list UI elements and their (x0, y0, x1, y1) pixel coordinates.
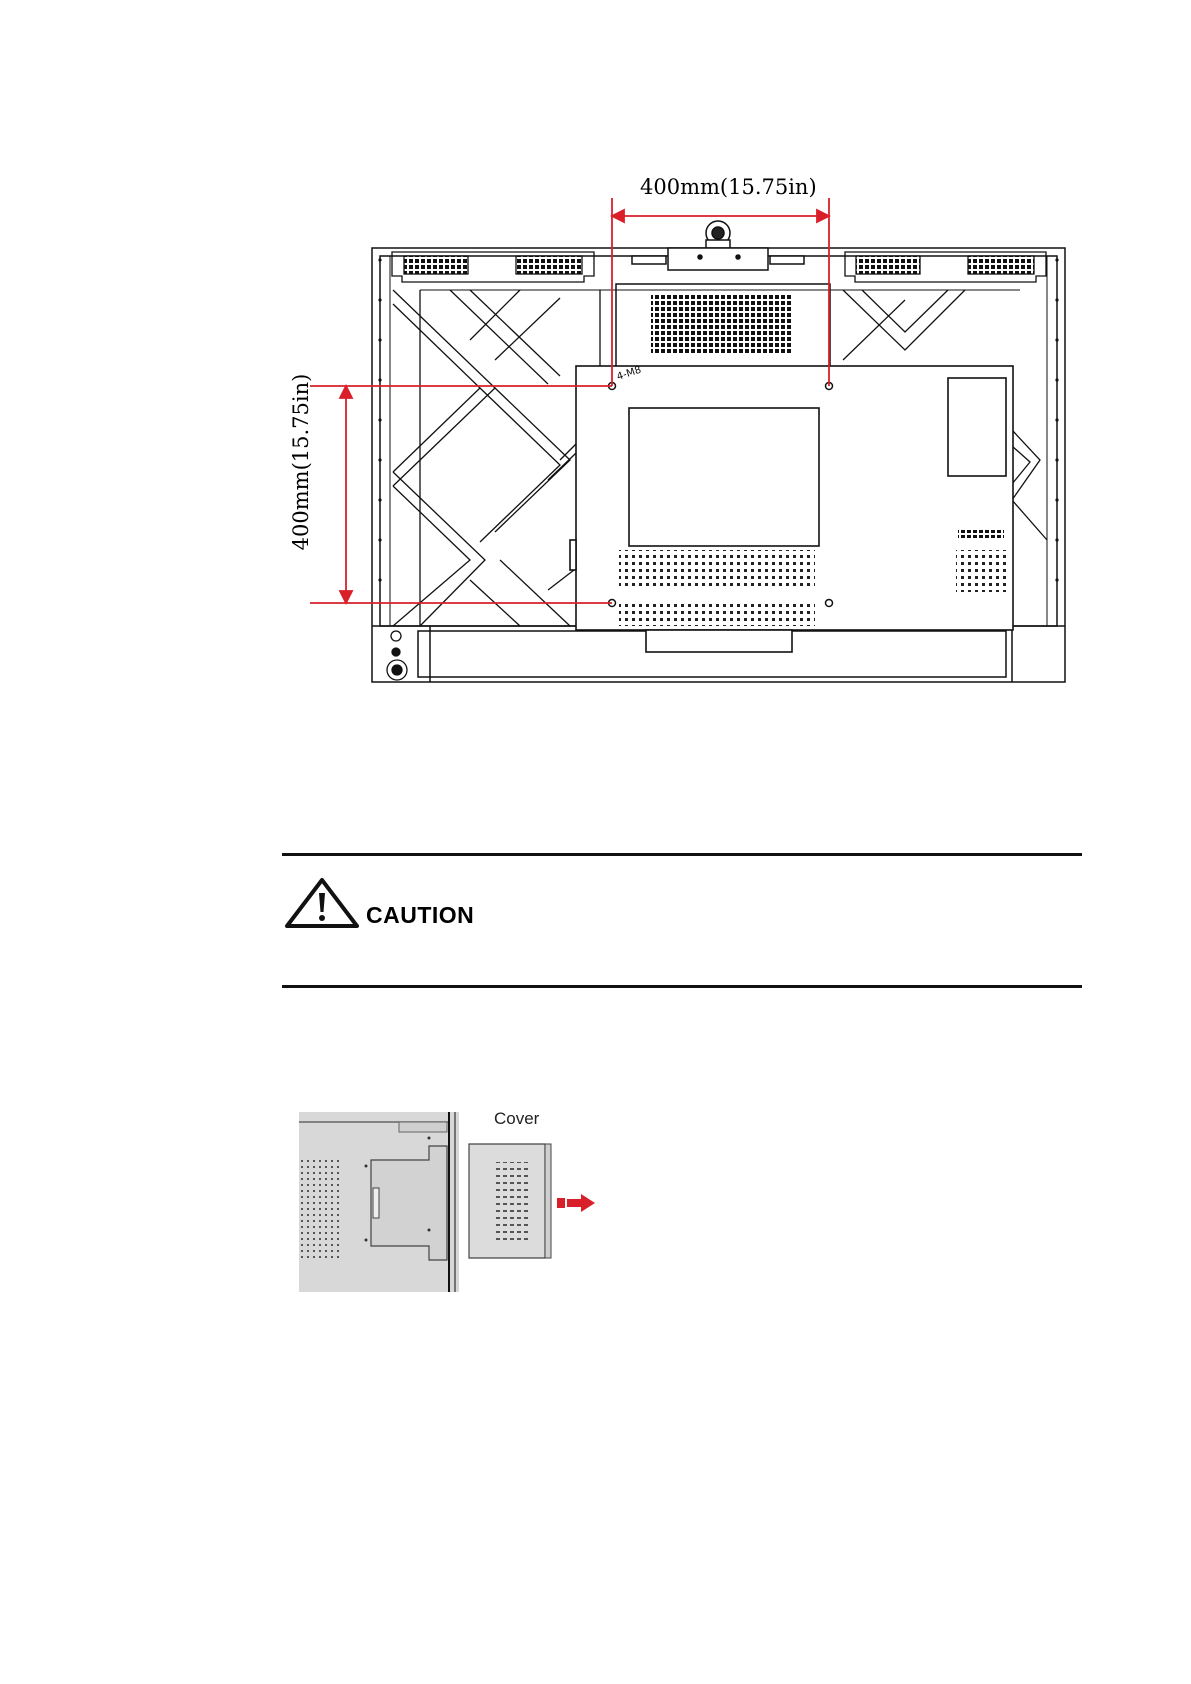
cover-label: Cover (494, 1109, 540, 1128)
screw-spec-label: 4-M8 (615, 364, 643, 383)
main-back-panel (570, 366, 1013, 652)
horizontal-dimension-label: 400mm(15.75in) (640, 175, 817, 199)
caution-heading (284, 877, 474, 929)
cover-removal-figure (299, 1110, 599, 1295)
vesa-mounting-diagram (0, 0, 1191, 720)
upper-vent-box (616, 284, 830, 370)
camera-icon (632, 221, 804, 270)
caution-top-rule (282, 853, 1082, 856)
vertical-dimension-label: 400mm(15.75in) (289, 373, 313, 551)
caution-bottom-rule (282, 985, 1082, 988)
arrow-right-icon (557, 1194, 595, 1212)
warning-triangle-icon (284, 877, 360, 929)
power-button-cluster (387, 631, 407, 680)
caution-label: CAUTION (366, 901, 475, 928)
